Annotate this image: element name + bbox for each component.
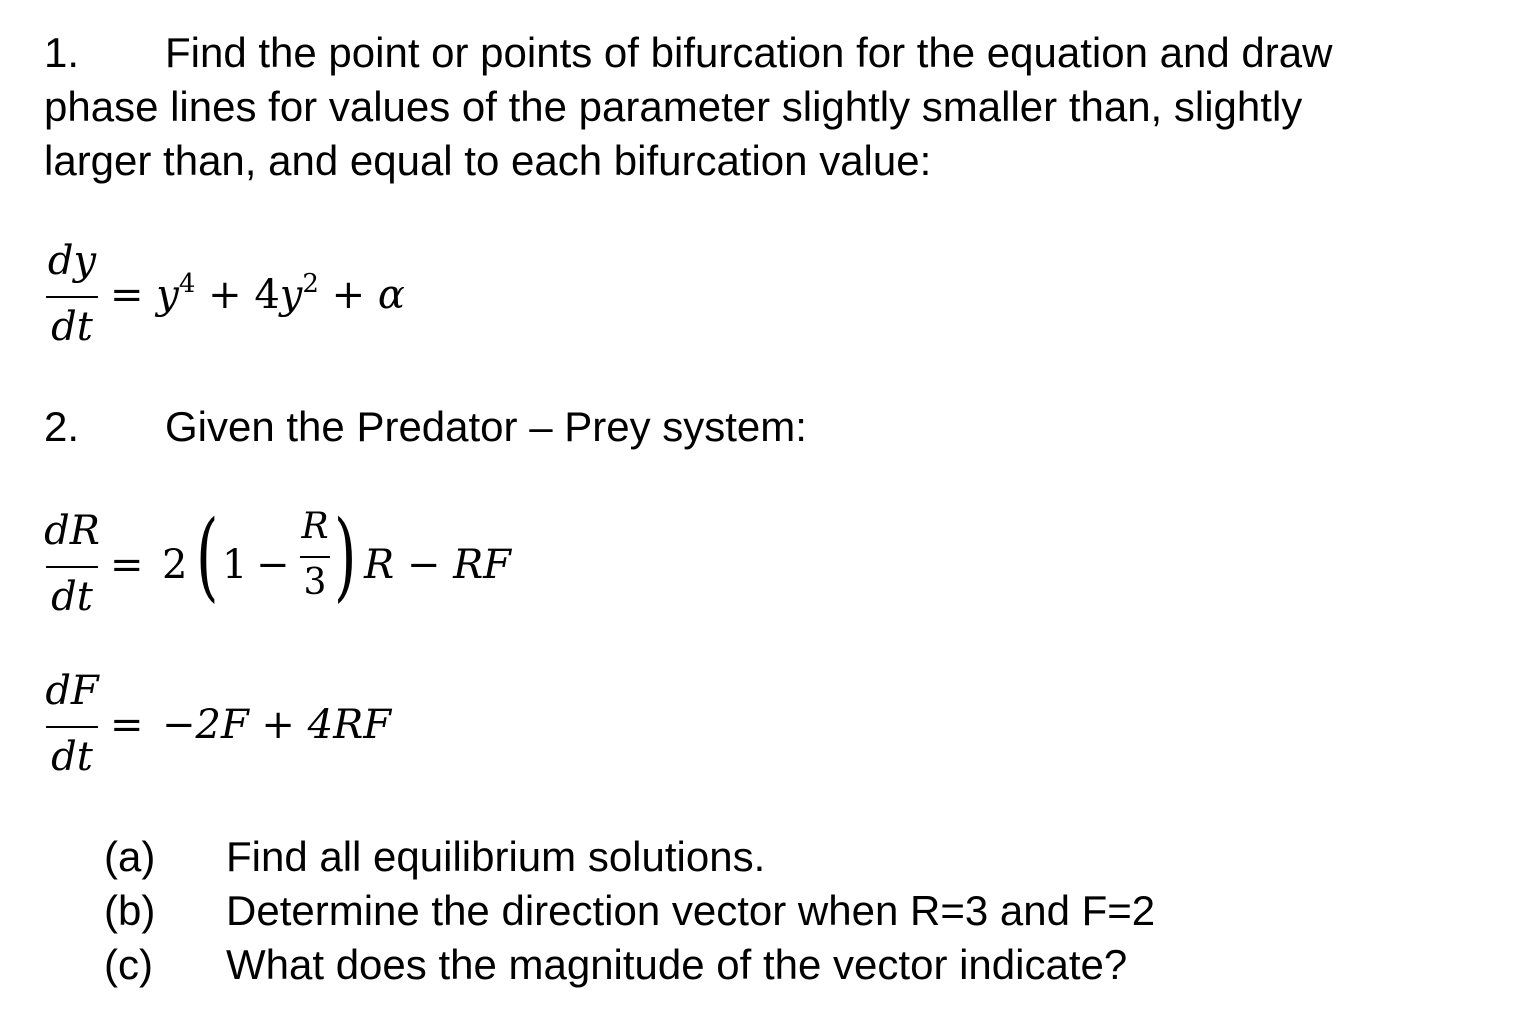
problem-2-heading: Given the Predator – Prey system:: [165, 403, 807, 450]
dy-numerator: dy: [47, 238, 97, 284]
right-paren: ): [334, 500, 357, 612]
fraction-bar: [46, 726, 98, 728]
coefficient-2: 2: [162, 542, 188, 588]
problem-1-text-line-1: Find the point or points of bifurcation for the equation and draw: [165, 29, 1333, 76]
problem-1-number: 1.: [44, 29, 80, 76]
left-paren: (: [196, 500, 219, 612]
part-c-label: (c): [104, 941, 153, 988]
var-y-2: y: [279, 272, 303, 318]
fraction-bar: [46, 566, 98, 568]
dt-denominator: dt: [51, 304, 93, 350]
three-denominator: 3: [303, 562, 327, 603]
prey-tail: R − RF: [364, 542, 511, 588]
part-a-label: (a): [104, 833, 156, 880]
r-numerator: R: [301, 506, 329, 547]
one: 1: [222, 542, 248, 588]
alpha-parameter: α: [377, 272, 405, 318]
fraction-bar: [46, 296, 98, 298]
equals-sign: =: [110, 702, 144, 748]
predator-rhs: −2F + 4RF: [162, 702, 391, 748]
problem-1-text-line-3: larger than, and equal to each bifurcation value:: [44, 137, 932, 184]
problem-1-text-line-2: phase lines for values of the parameter slightly smaller than, slightly: [44, 83, 1303, 130]
part-c-text: What does the magnitude of the vector indicate?: [226, 941, 1128, 988]
dr-numerator: dR: [44, 508, 100, 554]
part-b-text: Determine the direction vector when R=3 and F=2: [226, 887, 1156, 934]
power-4: 4: [178, 269, 196, 299]
df-numerator: dF: [45, 668, 99, 714]
plus-sign-2: +: [331, 272, 366, 318]
small-fraction-bar: [300, 556, 330, 558]
part-a-text: Find all equilibrium solutions.: [226, 833, 766, 880]
coefficient-4: 4: [254, 272, 280, 318]
equals-sign: =: [110, 542, 144, 588]
dt-denominator: dt: [51, 574, 93, 620]
power-2: 2: [302, 269, 319, 299]
equals-sign: =: [110, 272, 144, 318]
problem-2-number: 2.: [44, 403, 80, 450]
minus-sign: −: [256, 542, 290, 588]
bifurcation-rhs: [110, 269, 405, 318]
var-y: y: [156, 272, 179, 318]
part-b-label: (b): [104, 887, 156, 934]
plus-sign: +: [208, 272, 242, 318]
dt-denominator: dt: [51, 734, 93, 780]
